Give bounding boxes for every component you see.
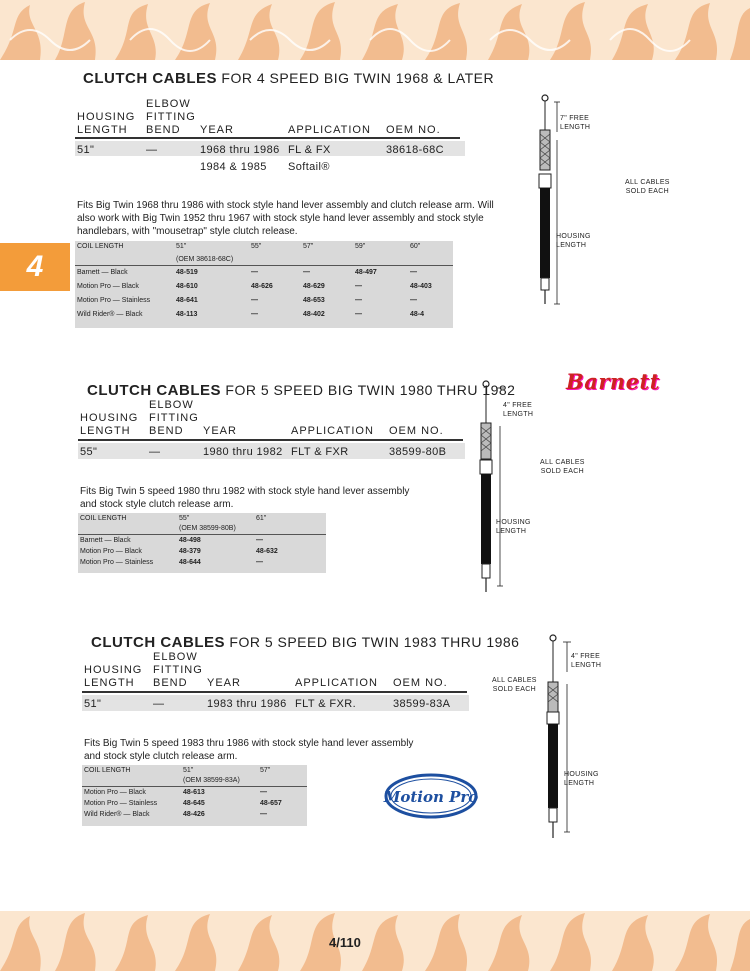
col-header-elbow-fitting-bend — [146, 98, 196, 137]
coil-cell: — — [251, 269, 258, 276]
col-header-bend: BEND — [146, 124, 181, 136]
section-title — [87, 382, 515, 399]
housing-length-word: LENGTH — [496, 528, 527, 535]
cell-year: 1968 thru 1986 — [200, 144, 280, 156]
housing-word: HOUSING — [556, 233, 591, 240]
section-title — [83, 70, 494, 87]
cell-application: FL & FX — [288, 144, 331, 156]
coil-cell: — — [256, 537, 263, 544]
coil-cell: 48-426 — [183, 811, 205, 818]
coil-cell: — — [251, 297, 258, 304]
coil-cell: 48-4 — [410, 311, 425, 318]
col-header-length: LENGTH — [84, 677, 135, 689]
free-length-label — [571, 652, 601, 670]
housing-word: HOUSING — [564, 771, 599, 778]
coil-rule — [75, 265, 453, 266]
col-header-length: LENGTH — [77, 124, 128, 136]
col-header-housing: HOUSING — [77, 111, 136, 123]
coil-cell: — — [410, 297, 417, 304]
coil-oem-note: (OEM 38599-83A) — [183, 777, 240, 784]
all-cables-text: ALL CABLES — [540, 459, 585, 466]
col-header-elbow-fitting-bend — [153, 651, 203, 690]
coil-cell: 48-379 — [179, 548, 201, 555]
coil-row-label: Motion Pro — Black — [80, 548, 142, 555]
coil-row-label: Motion Pro — Black — [84, 789, 146, 796]
cell-oem: 38618-68C — [386, 144, 445, 156]
motion-pro-logo — [383, 772, 479, 820]
sold-each-note — [625, 178, 670, 196]
coil-cell: 48-653 — [303, 297, 325, 304]
col-header-application: APPLICATION — [295, 677, 378, 689]
cable-illustration — [535, 632, 575, 844]
coil-cell: — — [260, 789, 267, 796]
section-description: Fits Big Twin 1968 thru 1986 with stock style hand lever assembly and clutch release arm. Will also work with Big Twin 1952 thru 1967 with stock style hand lever assembly and stock style handlebars, with "mousetrap" style clutch release. — [77, 200, 494, 237]
table-rule — [75, 137, 460, 139]
cell-bend: — — [146, 144, 158, 156]
cable-illustration — [525, 92, 565, 312]
col-header-oem: OEM NO. — [389, 425, 444, 437]
housing-word: HOUSING — [496, 519, 531, 526]
coil-row-label: Barnett — Black — [77, 269, 128, 276]
coil-cell: — — [355, 283, 362, 290]
coil-header-col: 51" — [176, 243, 187, 250]
coil-oem-note: (OEM 38599-80B) — [179, 525, 236, 532]
free-length-value: 7" FREE — [560, 115, 590, 122]
coil-header-col: 61" — [256, 515, 267, 522]
col-header-fitting: FITTING — [149, 412, 199, 424]
coil-cell: 48-632 — [256, 548, 278, 555]
coil-cell: 48-644 — [179, 559, 201, 566]
barnett-logo: Barnett — [566, 369, 660, 394]
cell-bend: — — [153, 698, 165, 710]
coil-row-label: Motion Pro — Stainless — [80, 559, 154, 566]
coil-header-col: 57" — [260, 767, 271, 774]
coil-cell: 48-626 — [251, 283, 273, 290]
coil-rule — [78, 534, 326, 535]
coil-cell: 48-610 — [176, 283, 198, 290]
coil-cell: — — [256, 559, 263, 566]
col-header-fitting: FITTING — [153, 664, 203, 676]
housing-length-label — [556, 232, 591, 250]
cell-application: FLT & FXR — [291, 446, 349, 458]
cell-year: 1983 thru 1986 — [207, 698, 287, 710]
col-header-elbow-fitting-bend — [149, 399, 199, 438]
free-length-value: 4" FREE — [571, 653, 601, 660]
sold-each-text: SOLD EACH — [625, 188, 669, 195]
coil-header-label: COIL LENGTH — [77, 243, 124, 250]
coil-cell: 48-403 — [410, 283, 432, 290]
cell-length: 51" — [84, 698, 102, 710]
col-header-bend: BEND — [153, 677, 188, 689]
col-header-application: APPLICATION — [288, 124, 371, 136]
chapter-tab: 4 — [0, 243, 70, 291]
coil-cell: — — [251, 311, 258, 318]
sold-each-note — [492, 676, 537, 694]
col-header-housing: HOUSING — [80, 412, 139, 424]
cell-oem: 38599-83A — [393, 698, 451, 710]
table-rule — [78, 439, 463, 441]
coil-cell: — — [260, 811, 267, 818]
col-header-elbow: ELBOW — [153, 651, 198, 663]
section-description: Fits Big Twin 5 speed 1983 thru 1986 with stock style hand lever assembly and stock style clutch release arm. — [84, 738, 414, 762]
coil-cell: 48-498 — [179, 537, 201, 544]
sold-each-text: SOLD EACH — [540, 468, 584, 475]
housing-length-word: LENGTH — [556, 242, 587, 249]
section-title-rest: FOR 5 SPEED BIG TWIN 1983 THRU 1986 — [229, 634, 520, 650]
section-title-rest: FOR 4 SPEED BIG TWIN 1968 & LATER — [221, 70, 495, 86]
housing-length-word: LENGTH — [564, 780, 595, 787]
col-header-fitting: FITTING — [146, 111, 196, 123]
col-header-housing: HOUSING — [84, 664, 143, 676]
section-title-bold: CLUTCH CABLES — [91, 634, 225, 651]
section-title-bold: CLUTCH CABLES — [87, 382, 221, 399]
section-description: Fits Big Twin 5 speed 1980 thru 1982 with stock style hand lever assembly and stock style clutch release arm. — [80, 486, 410, 510]
coil-cell: 48-641 — [176, 297, 198, 304]
free-length-word: LENGTH — [503, 411, 534, 418]
coil-table — [78, 513, 326, 573]
coil-cell: — — [355, 311, 362, 318]
motion-pro-logo-text: Motion Pro — [383, 788, 479, 806]
coil-row-label: Motion Pro — Stainless — [77, 297, 151, 304]
coil-table — [82, 765, 307, 826]
page-number: 4/110 — [329, 935, 361, 950]
coil-row-label: Motion Pro — Black — [77, 283, 139, 290]
cell-year: 1980 thru 1982 — [203, 446, 283, 458]
cell-oem: 38599-80B — [389, 446, 447, 458]
cell-length: 55" — [80, 446, 98, 458]
col-header-elbow: ELBOW — [146, 98, 191, 110]
flame-border-bottom — [0, 911, 750, 971]
col-header-bend: BEND — [149, 425, 184, 437]
col-header-year: YEAR — [200, 124, 234, 136]
coil-cell: 48-613 — [183, 789, 205, 796]
cell-application: FLT & FXR. — [295, 698, 357, 710]
cell-year-2: 1984 & 1985 — [200, 161, 267, 173]
coil-header-col: 55" — [179, 515, 190, 522]
coil-cell: 48-657 — [260, 800, 282, 807]
coil-header-col: 51" — [183, 767, 194, 774]
cell-application-2: Softail® — [288, 161, 330, 173]
sold-each-text: SOLD EACH — [492, 686, 536, 693]
housing-length-label — [496, 518, 531, 536]
col-header-housing-length — [84, 664, 142, 690]
all-cables-text: ALL CABLES — [492, 677, 537, 684]
coil-row-label: Barnett — Black — [80, 537, 131, 544]
coil-row-label: Wild Rider® — Black — [77, 311, 143, 318]
coil-cell: 48-629 — [303, 283, 325, 290]
cell-bend: — — [149, 446, 161, 458]
coil-row-label: Wild Rider® — Black — [84, 811, 150, 818]
section-title-rest: FOR 5 SPEED BIG TWIN 1980 THRU 1982 — [225, 382, 516, 398]
free-length-label — [560, 114, 590, 132]
coil-oem-note: (OEM 38618-68C) — [176, 256, 234, 263]
coil-row-label: Motion Pro — Stainless — [84, 800, 158, 807]
coil-cell: — — [355, 297, 362, 304]
coil-cell: 48-113 — [176, 311, 198, 318]
coil-header-col: 55" — [251, 243, 262, 250]
coil-header-col: 59" — [355, 243, 366, 250]
free-length-label — [503, 401, 533, 419]
all-cables-text: ALL CABLES — [625, 179, 670, 186]
free-length-value: 4" FREE — [503, 402, 533, 409]
coil-table — [75, 241, 453, 328]
coil-header-col: 57" — [303, 243, 314, 250]
coil-header-label: COIL LENGTH — [84, 767, 131, 774]
col-header-oem: OEM NO. — [393, 677, 448, 689]
col-header-year: YEAR — [203, 425, 237, 437]
coil-cell: 48-645 — [183, 800, 205, 807]
col-header-elbow: ELBOW — [149, 399, 194, 411]
col-header-length: LENGTH — [80, 425, 131, 437]
col-header-housing-length — [77, 111, 135, 137]
sold-each-note — [540, 458, 585, 476]
table-rule — [82, 691, 467, 693]
coil-rule — [82, 786, 307, 787]
coil-cell: 48-497 — [355, 269, 377, 276]
cell-length: 51" — [77, 144, 95, 156]
free-length-word: LENGTH — [560, 124, 591, 131]
col-header-oem: OEM NO. — [386, 124, 441, 136]
housing-length-label — [564, 770, 599, 788]
coil-header-label: COIL LENGTH — [80, 515, 127, 522]
section-title-bold: CLUTCH CABLES — [83, 70, 217, 87]
col-header-application: APPLICATION — [291, 425, 374, 437]
coil-cell: — — [303, 269, 310, 276]
flame-border-top — [0, 0, 750, 60]
free-length-word: LENGTH — [571, 662, 602, 669]
col-header-housing-length — [80, 412, 138, 438]
coil-cell: 48-519 — [176, 269, 198, 276]
col-header-year: YEAR — [207, 677, 241, 689]
section-title — [91, 634, 519, 651]
coil-cell: 48-402 — [303, 311, 325, 318]
coil-header-col: 60" — [410, 243, 421, 250]
coil-cell: — — [410, 269, 417, 276]
